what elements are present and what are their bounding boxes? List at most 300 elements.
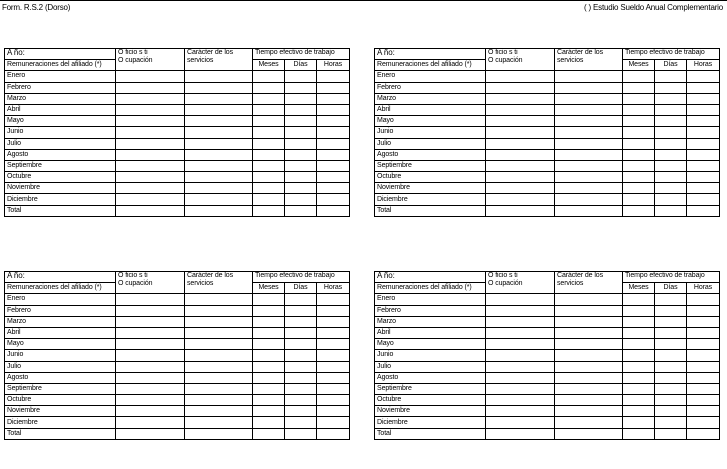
dias-cell[interactable] (285, 82, 317, 93)
horas-cell[interactable] (317, 194, 350, 205)
dias-cell[interactable] (655, 172, 687, 183)
meses-cell[interactable] (253, 160, 285, 171)
month-row (5, 383, 350, 394)
tiempo-label: Tiempo efectivo de trabajo (625, 49, 705, 56)
horas-cell[interactable] (317, 82, 350, 93)
oficio-cell[interactable] (486, 104, 555, 115)
dias-cell[interactable] (655, 82, 687, 93)
oficio-cell[interactable] (116, 127, 185, 138)
dias-cell[interactable] (285, 395, 317, 406)
oficio-cell[interactable] (116, 116, 185, 127)
caracter-cell[interactable] (555, 350, 623, 361)
meses-cell[interactable] (253, 194, 285, 205)
dias-cell[interactable] (285, 305, 317, 316)
oficio-cell[interactable] (116, 372, 185, 383)
horas-cell[interactable] (317, 395, 350, 406)
meses-cell[interactable] (253, 305, 285, 316)
meses-cell[interactable] (623, 138, 655, 149)
caracter-cell[interactable] (555, 305, 623, 316)
caracter-cell[interactable] (555, 383, 623, 394)
caracter-cell[interactable] (185, 294, 253, 305)
dias-cell[interactable] (285, 116, 317, 127)
oficio-cell[interactable] (486, 327, 555, 338)
dias-cell[interactable] (285, 316, 317, 327)
dias-cell[interactable] (285, 183, 317, 194)
oficio-cell[interactable] (116, 183, 185, 194)
horas-cell[interactable] (687, 327, 720, 338)
dias-cell[interactable] (655, 327, 687, 338)
oficio-cell[interactable] (486, 383, 555, 394)
oficio-cell[interactable] (116, 82, 185, 93)
dias-cell[interactable] (655, 316, 687, 327)
oficio-cell[interactable] (116, 194, 185, 205)
caracter-cell[interactable] (185, 372, 253, 383)
horas-cell[interactable] (687, 294, 720, 305)
dias-cell[interactable] (285, 127, 317, 138)
dias-cell[interactable] (285, 417, 317, 428)
dias-cell[interactable] (655, 350, 687, 361)
horas-cell[interactable] (317, 294, 350, 305)
meses-cell[interactable] (623, 305, 655, 316)
year-cell (5, 272, 116, 283)
caracter-cell[interactable] (185, 172, 253, 183)
caracter-cell[interactable] (555, 327, 623, 338)
horas-cell[interactable] (687, 428, 720, 439)
horas-cell[interactable] (687, 205, 720, 216)
meses-cell[interactable] (623, 327, 655, 338)
month-row (375, 104, 720, 115)
dias-cell[interactable] (285, 294, 317, 305)
dias-cell[interactable] (655, 372, 687, 383)
caracter-cell[interactable] (185, 93, 253, 104)
year-cell (5, 49, 116, 60)
meses-cell[interactable] (623, 127, 655, 138)
meses-cell[interactable] (623, 183, 655, 194)
meses-header: Meses (253, 283, 285, 294)
dias-cell[interactable] (285, 104, 317, 115)
caracter-cell[interactable] (185, 417, 253, 428)
caracter-cell[interactable] (555, 93, 623, 104)
horas-cell[interactable] (687, 417, 720, 428)
oficio-cell[interactable] (116, 406, 185, 417)
oficio-cell[interactable] (116, 138, 185, 149)
meses-cell[interactable] (253, 316, 285, 327)
horas-cell[interactable] (317, 172, 350, 183)
dias-cell[interactable] (285, 372, 317, 383)
horas-cell[interactable] (317, 183, 350, 194)
oficio-cell[interactable] (486, 194, 555, 205)
dias-cell[interactable] (655, 294, 687, 305)
horas-cell[interactable] (317, 350, 350, 361)
horas-cell[interactable] (687, 316, 720, 327)
meses-cell[interactable] (253, 104, 285, 115)
horas-cell[interactable] (687, 104, 720, 115)
caracter-cell[interactable] (555, 294, 623, 305)
tiempo-header (253, 49, 350, 60)
dias-cell[interactable] (655, 138, 687, 149)
horas-cell[interactable] (317, 361, 350, 372)
caracter-cell[interactable] (185, 339, 253, 350)
meses-cell[interactable] (623, 372, 655, 383)
caracter-cell[interactable] (555, 316, 623, 327)
month-label: Julio (5, 138, 116, 149)
caracter-cell[interactable] (185, 138, 253, 149)
meses-cell[interactable] (623, 361, 655, 372)
horas-cell[interactable] (317, 383, 350, 394)
meses-cell[interactable] (623, 116, 655, 127)
oficio-cell[interactable] (486, 305, 555, 316)
oficio-cell[interactable] (486, 406, 555, 417)
oficio-cell[interactable] (116, 104, 185, 115)
caracter-cell[interactable] (185, 116, 253, 127)
month-label: Octubre (375, 172, 486, 183)
month-row (5, 406, 350, 417)
dias-cell[interactable] (655, 383, 687, 394)
meses-cell[interactable] (253, 395, 285, 406)
caracter-label-line2: servicios (187, 280, 214, 287)
meses-cell[interactable] (623, 205, 655, 216)
meses-cell[interactable] (253, 361, 285, 372)
caracter-cell[interactable] (555, 127, 623, 138)
caracter-cell[interactable] (555, 71, 623, 82)
oficio-cell[interactable] (486, 172, 555, 183)
meses-cell[interactable] (623, 428, 655, 439)
dias-cell[interactable] (285, 93, 317, 104)
meses-cell[interactable] (253, 383, 285, 394)
meses-cell[interactable] (253, 372, 285, 383)
meses-cell[interactable] (623, 406, 655, 417)
oficio-cell[interactable] (486, 372, 555, 383)
caracter-cell[interactable] (185, 428, 253, 439)
meses-cell[interactable] (253, 116, 285, 127)
oficio-cell[interactable] (486, 417, 555, 428)
oficio-cell[interactable] (486, 316, 555, 327)
meses-cell[interactable] (623, 395, 655, 406)
month-row (375, 138, 720, 149)
meses-cell[interactable] (623, 350, 655, 361)
oficio-cell[interactable] (486, 294, 555, 305)
oficio-cell[interactable] (116, 316, 185, 327)
horas-cell[interactable] (687, 160, 720, 171)
caracter-cell[interactable] (185, 395, 253, 406)
caracter-cell[interactable] (185, 361, 253, 372)
dias-cell[interactable] (655, 339, 687, 350)
horas-cell[interactable] (687, 339, 720, 350)
month-label: Junio (5, 350, 116, 361)
caracter-cell[interactable] (555, 395, 623, 406)
caracter-cell[interactable] (185, 327, 253, 338)
dias-cell[interactable] (655, 417, 687, 428)
meses-cell[interactable] (253, 339, 285, 350)
meses-cell[interactable] (623, 294, 655, 305)
oficio-cell[interactable] (486, 71, 555, 82)
meses-cell[interactable] (623, 71, 655, 82)
meses-cell[interactable] (253, 417, 285, 428)
oficio-cell[interactable] (486, 116, 555, 127)
oficio-cell[interactable] (486, 160, 555, 171)
dias-cell[interactable] (655, 149, 687, 160)
year-cell (375, 272, 486, 283)
meses-cell[interactable] (253, 294, 285, 305)
meses-cell[interactable] (253, 406, 285, 417)
month-label: Octubre (5, 172, 116, 183)
horas-cell[interactable] (317, 127, 350, 138)
meses-cell[interactable] (253, 172, 285, 183)
month-label: Abril (5, 104, 116, 115)
dias-cell[interactable] (285, 149, 317, 160)
caracter-cell[interactable] (555, 361, 623, 372)
meses-cell[interactable] (623, 160, 655, 171)
horas-cell[interactable] (687, 127, 720, 138)
horas-cell[interactable] (317, 138, 350, 149)
horas-cell[interactable] (317, 406, 350, 417)
horas-cell[interactable] (317, 316, 350, 327)
meses-cell[interactable] (253, 71, 285, 82)
month-row (5, 395, 350, 406)
dias-cell[interactable] (655, 93, 687, 104)
month-row (375, 406, 720, 417)
month-row (375, 116, 720, 127)
month-label: Febrero (375, 305, 486, 316)
dias-cell[interactable] (285, 205, 317, 216)
horas-cell[interactable] (687, 172, 720, 183)
meses-cell[interactable] (623, 417, 655, 428)
tiempo-label: Tiempo efectivo de trabajo (255, 49, 335, 56)
caracter-cell[interactable] (185, 305, 253, 316)
oficio-cell[interactable] (486, 428, 555, 439)
caracter-cell[interactable] (555, 372, 623, 383)
dias-cell[interactable] (285, 160, 317, 171)
total-label: Total (5, 205, 116, 216)
meses-cell[interactable] (253, 350, 285, 361)
caracter-cell[interactable] (555, 116, 623, 127)
meses-cell[interactable] (253, 183, 285, 194)
form-code: Form. R.S.2 (Dorso) (2, 3, 71, 12)
dias-cell[interactable] (285, 172, 317, 183)
horas-cell[interactable] (317, 116, 350, 127)
oficio-cell[interactable] (116, 383, 185, 394)
oficio-cell[interactable] (116, 327, 185, 338)
remuneraciones-header: Remuneraciones del afiliado (*) (375, 60, 486, 71)
oficio-cell[interactable] (116, 71, 185, 82)
oficio-cell[interactable] (486, 149, 555, 160)
meses-cell[interactable] (253, 138, 285, 149)
caracter-cell[interactable] (555, 194, 623, 205)
month-label: Junio (375, 127, 486, 138)
caracter-cell[interactable] (555, 417, 623, 428)
meses-cell[interactable] (623, 149, 655, 160)
caracter-cell[interactable] (555, 406, 623, 417)
caracter-cell[interactable] (555, 104, 623, 115)
dias-cell[interactable] (655, 406, 687, 417)
caracter-cell[interactable] (185, 406, 253, 417)
oficio-cell[interactable] (116, 395, 185, 406)
oficio-cell[interactable] (116, 160, 185, 171)
horas-cell[interactable] (687, 149, 720, 160)
dias-cell[interactable] (655, 71, 687, 82)
dias-cell[interactable] (655, 160, 687, 171)
oficio-cell[interactable] (116, 361, 185, 372)
caracter-header (185, 49, 253, 71)
caracter-cell[interactable] (555, 172, 623, 183)
oficio-cell[interactable] (486, 127, 555, 138)
oficio-cell[interactable] (486, 183, 555, 194)
caracter-label-line2: servicios (557, 280, 584, 287)
caracter-cell[interactable] (555, 428, 623, 439)
tiempo-header (253, 272, 350, 283)
caracter-cell[interactable] (185, 316, 253, 327)
dias-cell[interactable] (655, 116, 687, 127)
oficio-cell[interactable] (486, 361, 555, 372)
dias-cell[interactable] (285, 339, 317, 350)
caracter-cell[interactable] (185, 350, 253, 361)
caracter-cell[interactable] (185, 383, 253, 394)
meses-cell[interactable] (253, 82, 285, 93)
meses-cell[interactable] (253, 149, 285, 160)
horas-cell[interactable] (317, 104, 350, 115)
horas-cell[interactable] (687, 71, 720, 82)
dias-cell[interactable] (655, 395, 687, 406)
caracter-cell[interactable] (185, 127, 253, 138)
dias-cell[interactable] (285, 327, 317, 338)
oficio-cell[interactable] (116, 294, 185, 305)
caracter-cell[interactable] (185, 205, 253, 216)
caracter-cell[interactable] (185, 104, 253, 115)
horas-cell[interactable] (317, 71, 350, 82)
horas-cell[interactable] (317, 372, 350, 383)
meses-cell[interactable] (253, 93, 285, 104)
horas-cell[interactable] (687, 183, 720, 194)
oficio-cell[interactable] (116, 205, 185, 216)
dias-cell[interactable] (655, 305, 687, 316)
caracter-cell[interactable] (555, 138, 623, 149)
oficio-cell[interactable] (486, 350, 555, 361)
meses-cell[interactable] (623, 93, 655, 104)
dias-cell[interactable] (285, 138, 317, 149)
oficio-cell[interactable] (486, 395, 555, 406)
horas-cell[interactable] (317, 149, 350, 160)
oficio-cell[interactable] (486, 82, 555, 93)
caracter-cell[interactable] (185, 183, 253, 194)
horas-cell[interactable] (687, 372, 720, 383)
horas-cell[interactable] (687, 194, 720, 205)
horas-cell[interactable] (687, 305, 720, 316)
caracter-cell[interactable] (185, 82, 253, 93)
month-row (375, 305, 720, 316)
meses-cell[interactable] (623, 316, 655, 327)
oficio-cell[interactable] (116, 350, 185, 361)
oficio-header (116, 272, 185, 294)
horas-cell[interactable] (317, 339, 350, 350)
horas-cell[interactable] (687, 82, 720, 93)
caracter-cell[interactable] (555, 160, 623, 171)
oficio-cell[interactable] (486, 93, 555, 104)
horas-cell[interactable] (687, 93, 720, 104)
month-row (375, 82, 720, 93)
dias-cell[interactable] (655, 183, 687, 194)
horas-cell[interactable] (317, 417, 350, 428)
month-row (375, 127, 720, 138)
horas-cell[interactable] (687, 138, 720, 149)
month-label: Agosto (5, 372, 116, 383)
caracter-cell[interactable] (555, 205, 623, 216)
dias-cell[interactable] (655, 104, 687, 115)
year-cell (375, 49, 486, 60)
dias-cell[interactable] (655, 194, 687, 205)
month-label: Julio (375, 361, 486, 372)
oficio-cell[interactable] (116, 149, 185, 160)
caracter-cell[interactable] (555, 82, 623, 93)
dias-cell[interactable] (285, 194, 317, 205)
horas-cell[interactable] (687, 361, 720, 372)
horas-cell[interactable] (687, 116, 720, 127)
meses-cell[interactable] (623, 82, 655, 93)
caracter-cell[interactable] (185, 194, 253, 205)
dias-header: Días (285, 283, 317, 294)
dias-cell[interactable] (285, 71, 317, 82)
oficio-cell[interactable] (486, 339, 555, 350)
horas-cell[interactable] (317, 428, 350, 439)
oficio-cell[interactable] (116, 305, 185, 316)
oficio-cell[interactable] (486, 138, 555, 149)
dias-cell[interactable] (285, 428, 317, 439)
meses-cell[interactable] (623, 194, 655, 205)
caracter-label-line1: Carácter de los (187, 272, 233, 279)
oficio-cell[interactable] (486, 205, 555, 216)
month-label: Octubre (375, 395, 486, 406)
dias-cell[interactable] (655, 361, 687, 372)
dias-cell[interactable] (285, 383, 317, 394)
caracter-cell[interactable] (555, 183, 623, 194)
horas-cell[interactable] (317, 205, 350, 216)
meses-cell[interactable] (253, 327, 285, 338)
meses-cell[interactable] (623, 172, 655, 183)
dias-cell[interactable] (285, 350, 317, 361)
horas-cell[interactable] (317, 93, 350, 104)
horas-cell[interactable] (317, 327, 350, 338)
caracter-cell[interactable] (185, 71, 253, 82)
horas-cell[interactable] (687, 350, 720, 361)
oficio-cell[interactable] (116, 172, 185, 183)
oficio-cell[interactable] (116, 417, 185, 428)
oficio-cell[interactable] (116, 339, 185, 350)
meses-cell[interactable] (253, 127, 285, 138)
meses-cell[interactable] (623, 339, 655, 350)
meses-cell[interactable] (253, 205, 285, 216)
dias-cell[interactable] (655, 205, 687, 216)
caracter-cell[interactable] (185, 160, 253, 171)
horas-cell[interactable] (687, 383, 720, 394)
dias-cell[interactable] (285, 406, 317, 417)
horas-cell[interactable] (317, 305, 350, 316)
caracter-cell[interactable] (185, 149, 253, 160)
meses-cell[interactable] (253, 428, 285, 439)
horas-cell[interactable] (317, 160, 350, 171)
dias-cell[interactable] (655, 428, 687, 439)
month-label: Abril (375, 104, 486, 115)
horas-cell[interactable] (687, 395, 720, 406)
meses-cell[interactable] (623, 104, 655, 115)
dias-cell[interactable] (285, 361, 317, 372)
month-label: Diciembre (5, 194, 116, 205)
caracter-cell[interactable] (555, 339, 623, 350)
horas-cell[interactable] (687, 406, 720, 417)
oficio-cell[interactable] (116, 428, 185, 439)
oficio-cell[interactable] (116, 93, 185, 104)
caracter-cell[interactable] (555, 149, 623, 160)
meses-cell[interactable] (623, 383, 655, 394)
dias-cell[interactable] (655, 127, 687, 138)
